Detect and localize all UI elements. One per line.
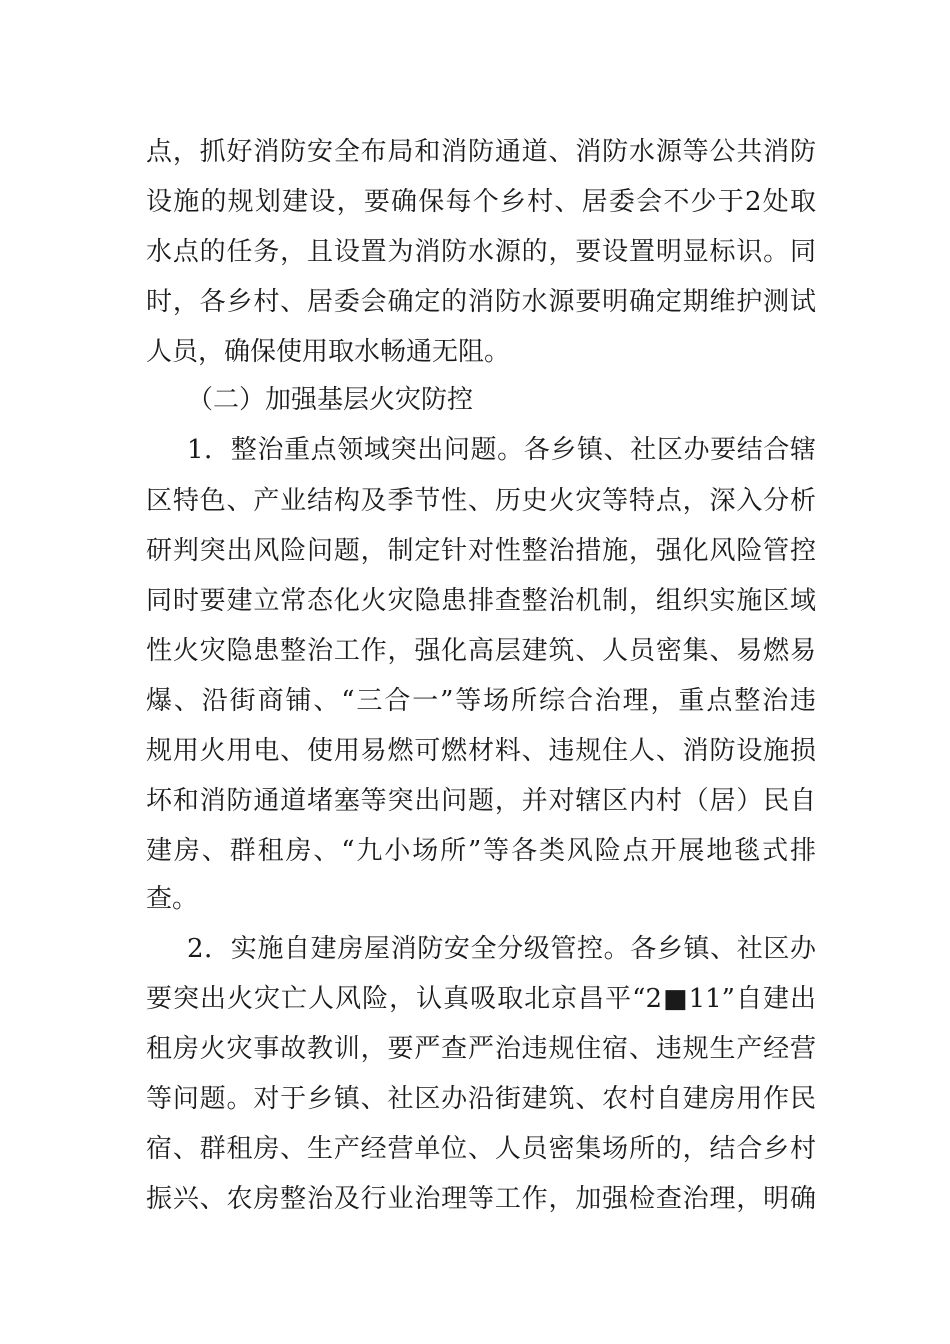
paragraph-line: 点，抓好消防安全布局和消防通道、消防水源等公共消防 bbox=[146, 137, 816, 167]
paragraph-line: 宿、群租房、生产经营单位、人员密集场所的，结合乡村 bbox=[146, 1134, 816, 1164]
paragraph-line: 建房、群租房、“九小场所”等各类风险点开展地毯式排 bbox=[146, 836, 816, 866]
paragraph-line: 性火灾隐患整治工作，强化高层建筑、人员密集、易燃易 bbox=[146, 636, 816, 666]
paragraph-line: 同时要建立常态化火灾隐患排查整治机制，组织实施区域 bbox=[146, 586, 816, 616]
paragraph-line: 要突出火灾亡人风险，认真吸取北京昌平“2■11”自建出 bbox=[146, 984, 816, 1014]
paragraph-line: 坏和消防通道堵塞等突出问题，并对辖区内村（居）民自 bbox=[146, 786, 816, 816]
paragraph-line: 区特色、产业结构及季节性、历史火灾等特点，深入分析 bbox=[146, 486, 816, 516]
paragraph-line: 1．整治重点领域突出问题。各乡镇、社区办要结合辖 bbox=[187, 435, 816, 465]
paragraph-line: 2．实施自建房屋消防安全分级管控。各乡镇、社区办 bbox=[187, 934, 816, 964]
paragraph-line: 规用火用电、使用易燃可燃材料、违规住人、消防设施损 bbox=[146, 736, 816, 766]
paragraph-line: 等问题。对于乡镇、社区办沿街建筑、农村自建房用作民 bbox=[146, 1084, 816, 1114]
paragraph-line: 查。 bbox=[146, 884, 199, 914]
paragraph-line: 振兴、农房整治及行业治理等工作，加强检查治理，明确 bbox=[146, 1184, 816, 1214]
paragraph-line: 人员，确保使用取水畅通无阻。 bbox=[146, 337, 511, 367]
paragraph-line: 研判突出风险问题，制定针对性整治措施，强化风险管控 bbox=[146, 536, 816, 566]
paragraph-line: 时，各乡村、居委会确定的消防水源要明确定期维护测试 bbox=[146, 287, 816, 317]
paragraph-line: 租房火灾事故教训，要严查严治违规住宿、违规生产经营 bbox=[146, 1034, 816, 1064]
section-heading: （二）加强基层火灾防控 bbox=[187, 385, 474, 415]
paragraph-line: 水点的任务，且设置为消防水源的，要设置明显标识。同 bbox=[146, 237, 816, 267]
paragraph-line: 设施的规划建设，要确保每个乡村、居委会不少于2处取 bbox=[146, 187, 816, 217]
paragraph-line: 爆、沿街商铺、“三合一”等场所综合治理，重点整治违 bbox=[146, 686, 816, 716]
